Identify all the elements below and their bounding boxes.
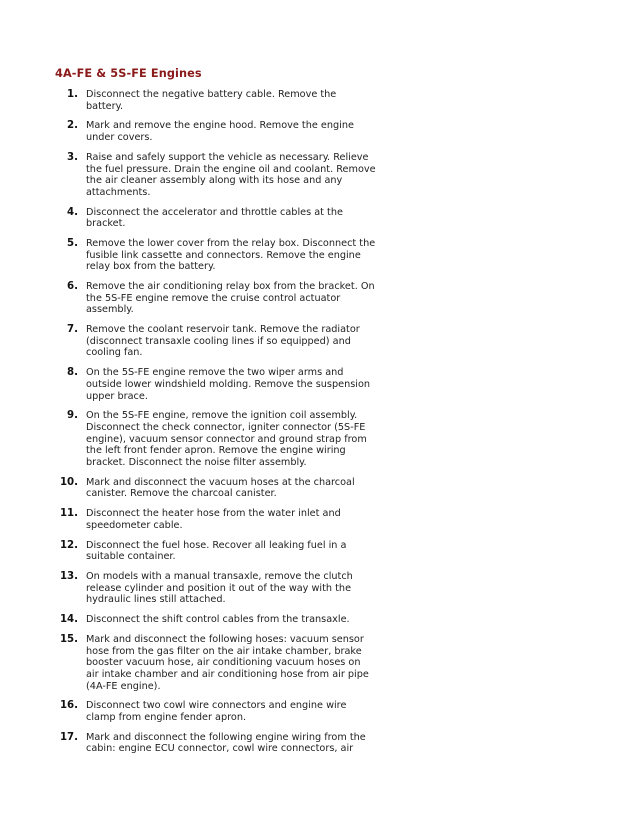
step-number: 8. xyxy=(67,367,78,379)
list-item xyxy=(0,732,638,755)
procedure-steps-list xyxy=(0,89,638,763)
step-number: 3. xyxy=(67,151,78,163)
step-number: 11. xyxy=(59,508,78,520)
step-text: Mark and disconnect the following hoses: vacuum sensor hose from the gas filter on the air intake chamber, brake booster vacuum hose, air conditioning vacuum hoses on air intake chamber and air conditioning hose from air pipe (4A-FE engine). xyxy=(86,634,369,692)
step-text: On the 5S-FE engine remove the two wiper arms and outside lower windshield molding. Remove the suspension upper brace. xyxy=(86,367,371,402)
list-item xyxy=(0,367,638,402)
step-number: 1. xyxy=(67,89,78,100)
step-number: 14. xyxy=(59,614,78,626)
step-number: 17. xyxy=(59,731,78,743)
list-item xyxy=(0,571,638,606)
list-item xyxy=(0,614,638,626)
step-number: 12. xyxy=(59,539,78,551)
list-item xyxy=(0,508,638,531)
step-number: 15. xyxy=(59,634,78,646)
list-item xyxy=(0,238,638,273)
list-item xyxy=(0,120,638,143)
list-item xyxy=(0,700,638,723)
step-text: Mark and disconnect the vacuum hoses at the charcoal canister. Remove the charcoal canister. xyxy=(86,476,355,500)
step-number: 16. xyxy=(59,700,78,712)
step-text: Mark and disconnect the following engine wiring from the cabin: engine ECU connector, cowl wire connectors, air xyxy=(86,731,366,755)
step-text: Remove the air conditioning relay box from the bracket. On the 5S-FE engine remove the cruise control actuator assembly. xyxy=(86,281,375,316)
step-number: 7. xyxy=(67,324,78,336)
list-item xyxy=(0,634,638,692)
step-text: On the 5S-FE engine, remove the ignition coil assembly. Disconnect the check connector, igniter connector (5S-FE engine), vacuum sensor connector and ground strap from the left front fender apron. Remove the engine wiring bracket. Disconnect the noise filter assembly. xyxy=(86,410,367,468)
step-text: Remove the coolant reservoir tank. Remove the radiator (disconnect transaxle cooling lines if so equipped) and cooling fan. xyxy=(86,324,360,359)
list-item xyxy=(0,281,638,316)
step-text: Disconnect the fuel hose. Recover all leaking fuel in a suitable container. xyxy=(86,539,347,563)
list-item xyxy=(0,152,638,198)
list-item xyxy=(0,477,638,500)
step-text: Disconnect the shift control cables from the transaxle. xyxy=(86,614,350,626)
step-text: Disconnect the heater hose from the water inlet and speedometer cable. xyxy=(86,508,341,531)
step-text: Remove the lower cover from the relay box. Disconnect the fusible link cassette and connectors. Remove the engine relay box from the battery. xyxy=(86,238,376,273)
step-number: 4. xyxy=(67,206,78,218)
list-item xyxy=(0,207,638,230)
step-text: Raise and safely support the vehicle as necessary. Relieve the fuel pressure. Drain the engine oil and coolant. Remove the air cleaner assembly along with its hose and any attachments. xyxy=(86,151,376,198)
list-item xyxy=(0,89,638,112)
step-text: On models with a manual transaxle, remove the clutch release cylinder and position it out of the way with the hydraulic lines still attached. xyxy=(86,571,353,606)
step-number: 9. xyxy=(67,410,78,422)
list-item xyxy=(0,324,638,359)
step-number: 5. xyxy=(67,238,78,250)
section-title: 4A-FE & 5S-FE Engines xyxy=(55,67,202,80)
step-text: Disconnect two cowl wire connectors and engine wire clamp from engine fender apron. xyxy=(86,700,347,723)
step-number: 6. xyxy=(67,281,78,293)
step-number: 13. xyxy=(59,571,78,583)
step-text: Disconnect the accelerator and throttle cables at the bracket. xyxy=(86,206,343,230)
step-number: 10. xyxy=(59,476,78,488)
step-number: 2. xyxy=(67,120,78,132)
step-text: Mark and remove the engine hood. Remove the engine under covers. xyxy=(86,120,354,144)
list-item xyxy=(0,410,638,468)
step-text: Disconnect the negative battery cable. Remove the battery. xyxy=(86,89,337,112)
list-item xyxy=(0,540,638,563)
